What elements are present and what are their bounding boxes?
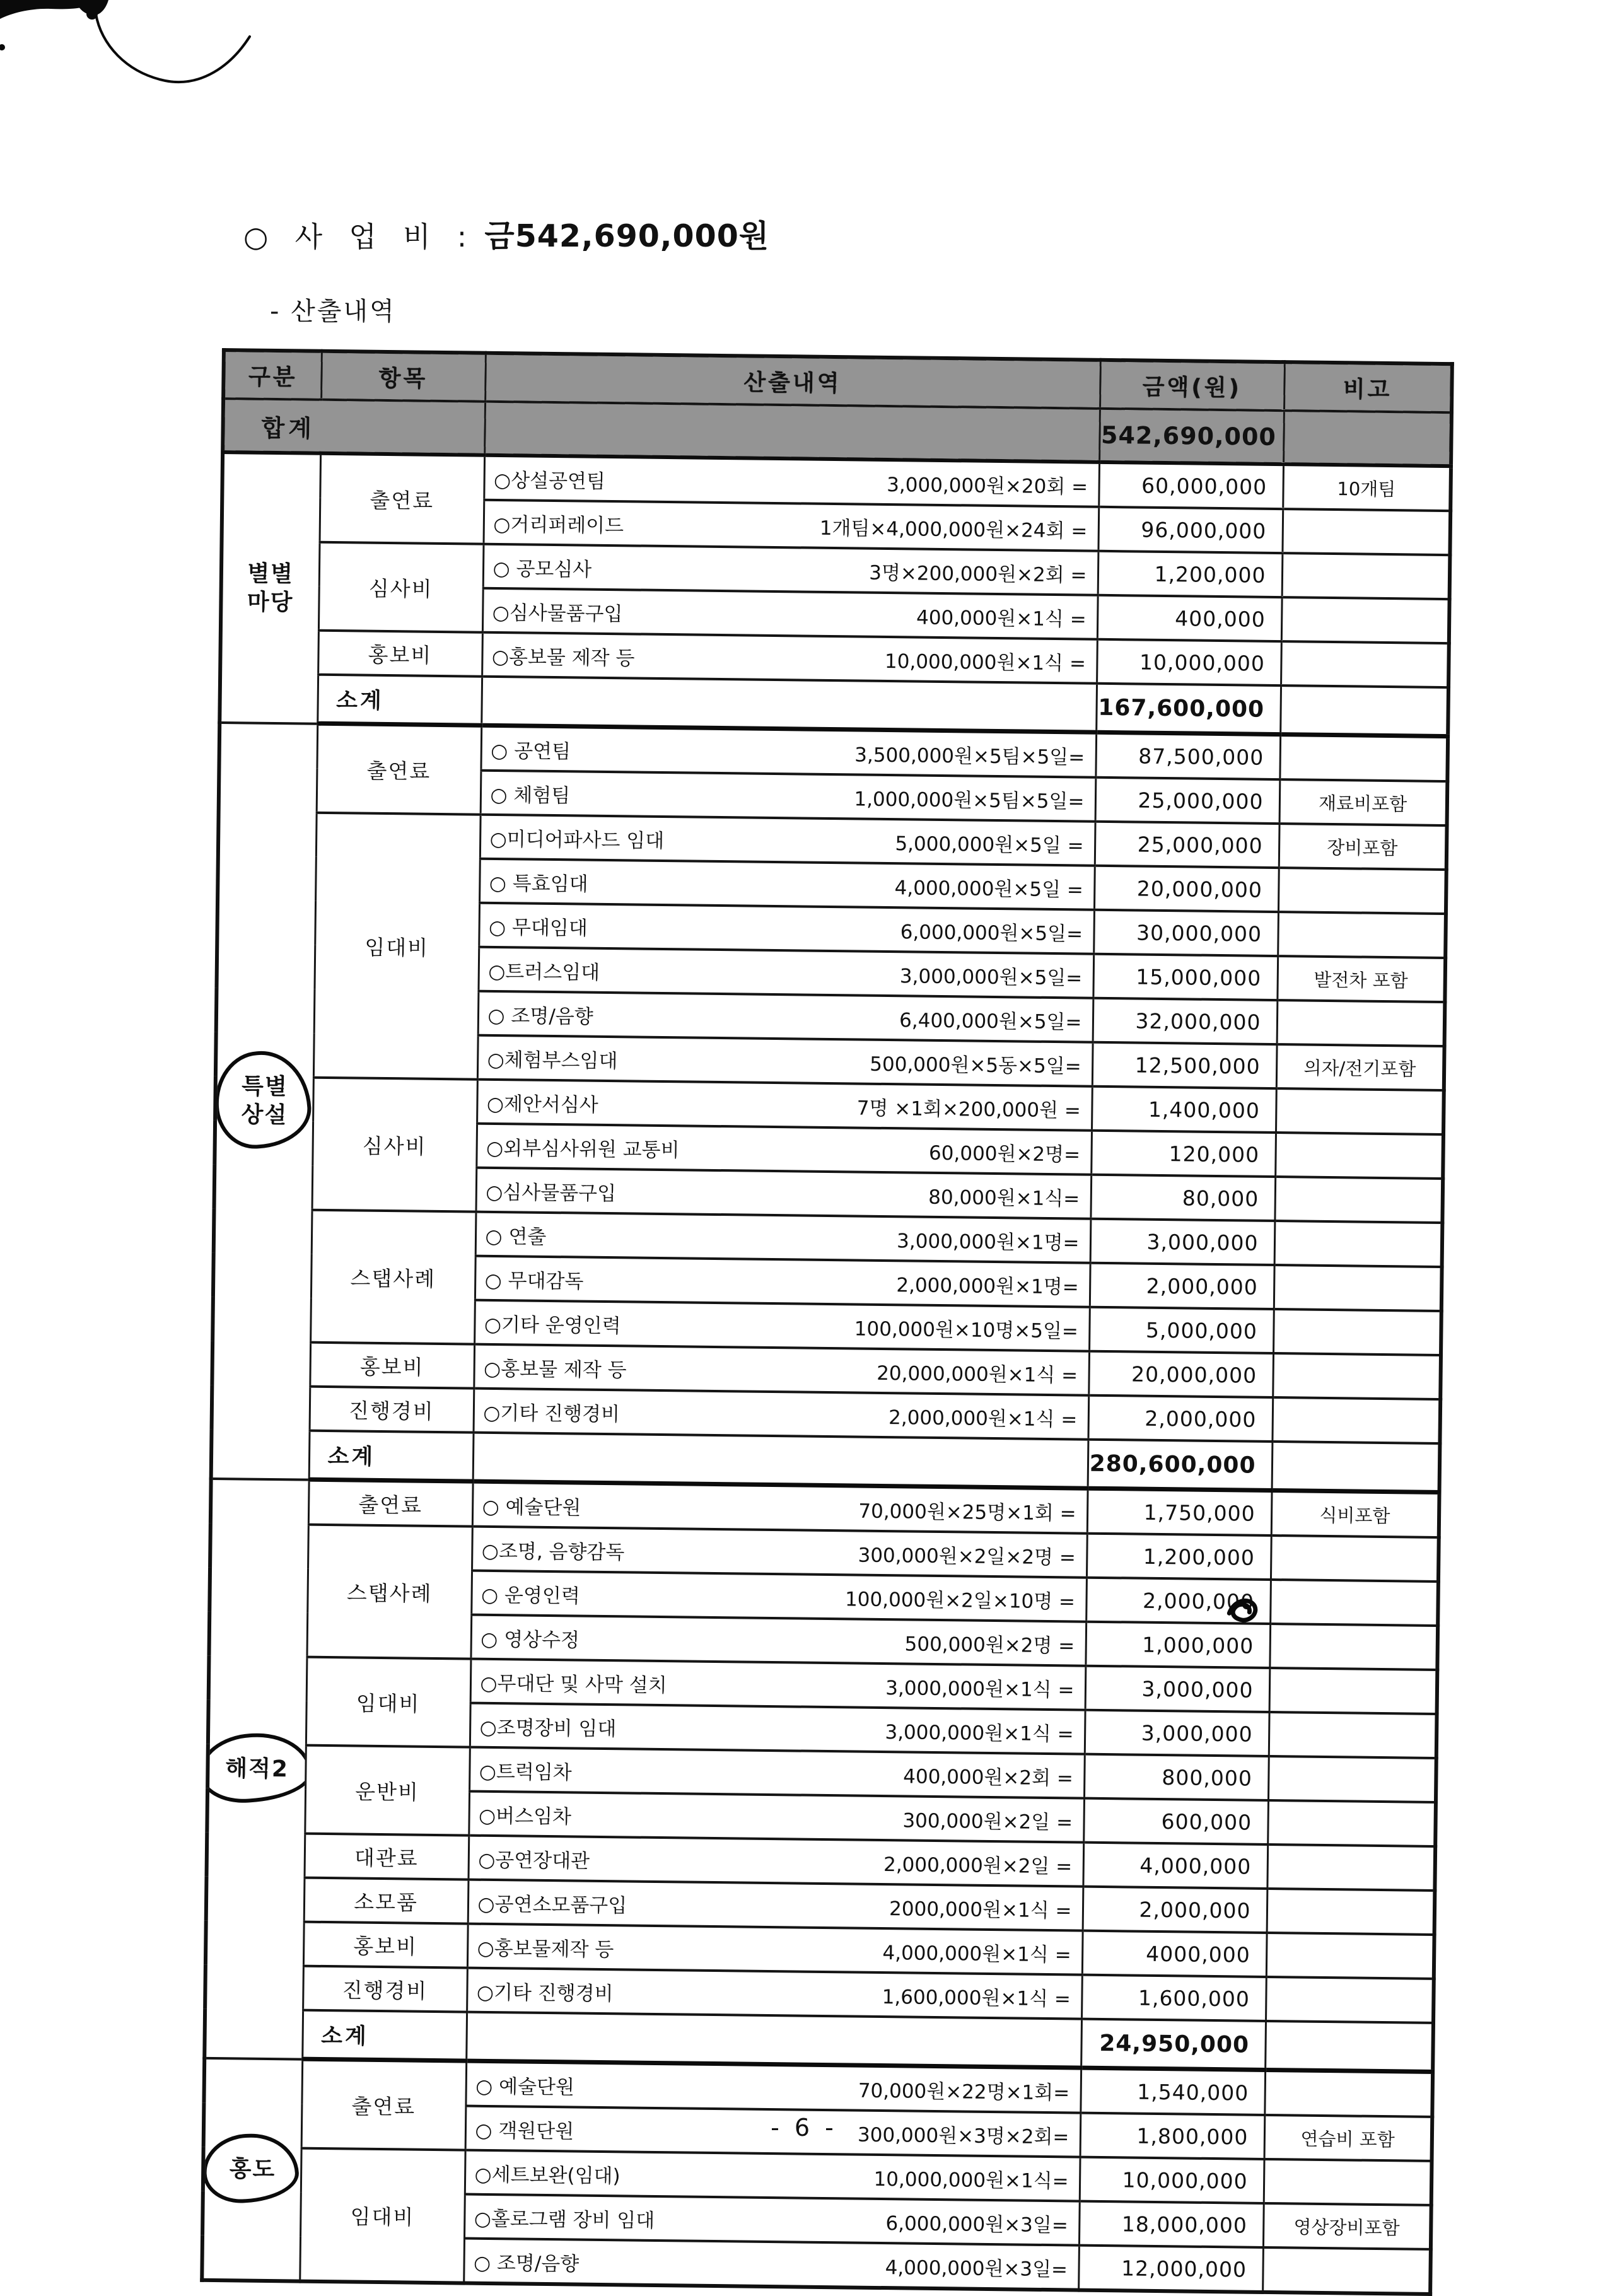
line-item-name: ○홍보물 제작 등 xyxy=(491,645,635,670)
amount-cell: 1,200,000 xyxy=(1098,551,1283,597)
amount-cell: 1,600,000 xyxy=(1081,1975,1266,2021)
document-subtitle: - 산출내역 xyxy=(270,297,396,326)
note-cell xyxy=(1269,1668,1438,1714)
calc-cell xyxy=(469,1792,1084,1843)
item-category-cell: 스탭사례 xyxy=(310,1210,475,1344)
note-cell xyxy=(1274,1221,1443,1267)
line-item-name: ○공연장대관 xyxy=(478,1848,590,1873)
line-item-formula: 100,000원×2일×10명 = xyxy=(844,1587,1076,1613)
amount-cell: 12,500,000 xyxy=(1092,1042,1277,1088)
note-cell xyxy=(1274,1177,1443,1223)
line-item-name: ○ 무대임대 xyxy=(488,916,588,940)
line-item-name: ○ 객원단원 xyxy=(475,2119,574,2143)
note-cell xyxy=(1267,1800,1436,1846)
amount-cell: 1,200,000 xyxy=(1087,1534,1271,1580)
calc-cell xyxy=(475,1168,1091,1219)
column-header-0: 구분 xyxy=(223,350,322,400)
calc-cell xyxy=(470,1615,1086,1666)
group-label-circled: 홍도 xyxy=(228,2152,277,2186)
line-item-formula: 500,000원×5동×5일= xyxy=(870,1052,1081,1078)
calc-cell xyxy=(482,588,1098,639)
subtotal-amount-cell: 280,600,000 xyxy=(1088,1440,1273,1491)
line-item-formula: 3,000,000원×1명= xyxy=(896,1229,1080,1255)
line-item-name: ○트러스임대 xyxy=(488,960,600,984)
table-header xyxy=(223,350,1452,466)
line-item-name: ○심사물품구입 xyxy=(486,1180,617,1205)
amount-cell: 4000,000 xyxy=(1082,1931,1267,1977)
note-cell xyxy=(1270,1580,1438,1626)
line-item-formula: 300,000원×2일 = xyxy=(902,1809,1073,1834)
note-cell xyxy=(1264,2159,1432,2205)
calc-cell xyxy=(477,1080,1092,1131)
subtotal-amount-cell: 167,600,000 xyxy=(1096,684,1281,735)
line-item-formula: 6,000,000원×5일= xyxy=(900,920,1083,946)
calc-cell xyxy=(475,1212,1091,1263)
note-cell xyxy=(1264,2070,1433,2117)
line-item-name: ○기타 진행경비 xyxy=(483,1401,620,1426)
amount-cell: 30,000,000 xyxy=(1093,910,1278,956)
line-item-formula: 100,000원×10명×5일= xyxy=(854,1317,1079,1343)
calc-cell xyxy=(474,1300,1090,1351)
line-item-formula: 2,000,000원×2일 = xyxy=(883,1853,1073,1878)
group-label-circled: 특별 상설 xyxy=(240,1069,289,1132)
amount-cell: 25,000,000 xyxy=(1095,822,1279,868)
line-item-formula: 3명×200,000원×2회 = xyxy=(869,561,1087,587)
calc-cell xyxy=(484,500,1099,551)
item-category-cell: 진행경비 xyxy=(310,1387,474,1433)
item-category-cell: 임대비 xyxy=(313,813,481,1080)
line-item-name: ○기타 운영인력 xyxy=(484,1313,621,1337)
calc-cell xyxy=(465,2061,1081,2113)
line-item-name: ○체험부스임대 xyxy=(487,1048,618,1073)
amount-cell: 10,000,000 xyxy=(1080,2157,1264,2203)
amount-cell: 800,000 xyxy=(1084,1754,1269,1800)
amount-cell: 87,500,000 xyxy=(1095,732,1280,779)
note-cell xyxy=(1269,1712,1437,1758)
calc-cell xyxy=(478,991,1093,1042)
note-cell xyxy=(1268,1756,1436,1802)
group-label-circled: 해적2 xyxy=(224,1752,290,1786)
note-cell xyxy=(1265,2021,1433,2072)
line-item-name: ○미디어파사드 임대 xyxy=(489,827,665,853)
item-category-cell: 심사비 xyxy=(318,542,484,632)
line-item-name: ○트럭임차 xyxy=(479,1760,572,1784)
calc-cell xyxy=(474,1389,1089,1440)
note-cell xyxy=(1272,1397,1440,1443)
line-item-name: ○무대단 및 사막 설치 xyxy=(480,1672,667,1697)
note-cell: 의자/전기포함 xyxy=(1276,1044,1445,1090)
note-cell: 영상장비포함 xyxy=(1263,2203,1431,2249)
line-item-formula: 400,000원×1식 = xyxy=(916,606,1087,631)
amount-cell: 60,000,000 xyxy=(1098,462,1283,509)
amount-cell: 3,000,000 xyxy=(1090,1219,1275,1265)
line-item-formula: 70,000원×25명×1회 = xyxy=(858,1500,1076,1525)
grand-total-calc-cell xyxy=(484,402,1100,462)
item-category-cell: 출연료 xyxy=(308,1479,473,1526)
item-category-cell: 출연료 xyxy=(301,2059,467,2150)
amount-cell: 80,000 xyxy=(1090,1175,1275,1221)
note-cell: 10개팀 xyxy=(1283,464,1451,511)
calc-cell xyxy=(473,1433,1088,1489)
note-cell xyxy=(1278,912,1446,958)
line-item-formula: 80,000원×1식= xyxy=(928,1186,1080,1211)
line-item-formula: 400,000원×2회 = xyxy=(903,1764,1074,1790)
calc-cell xyxy=(464,2194,1080,2246)
line-item-formula: 3,500,000원×5팀×5일= xyxy=(854,743,1085,769)
line-item-name: ○홍보물 제작 등 xyxy=(483,1357,627,1382)
line-item-name: ○ 예술단원 xyxy=(475,2075,575,2099)
calc-cell xyxy=(466,2012,1081,2068)
scan-smudge-artifact xyxy=(0,0,328,107)
line-item-name: ○심사물품구입 xyxy=(492,601,623,626)
line-item-formula: 3,000,000원×5일= xyxy=(899,964,1083,990)
calc-cell xyxy=(478,947,1093,998)
line-item-formula: 2,000,000원×1식 = xyxy=(888,1406,1078,1431)
calc-cell xyxy=(483,544,1098,595)
amount-cell: 600,000 xyxy=(1083,1798,1268,1844)
line-item-formula: 5,000,000원×5일 = xyxy=(895,832,1084,858)
group-label: 별별 마당 xyxy=(247,561,294,616)
table-body xyxy=(202,452,1451,2294)
calc-cell xyxy=(469,1747,1085,1798)
line-item-name: ○조명장비 임대 xyxy=(479,1716,617,1740)
line-item-name: ○홀로그램 장비 임대 xyxy=(474,2207,655,2232)
line-item-name: ○기타 진행경비 xyxy=(476,1981,614,2005)
subtotal-label-cell: 소계 xyxy=(302,2010,467,2061)
line-item-name: ○제안서심사 xyxy=(486,1092,598,1117)
line-item-name: ○ 특효임대 xyxy=(489,871,588,896)
line-item-formula: 10,000,000원×1식 = xyxy=(884,650,1087,675)
calc-cell xyxy=(481,771,1096,822)
subtotal-label-cell: 소계 xyxy=(309,1431,474,1481)
title-amount: 금542,690,000원 xyxy=(484,218,770,254)
amount-cell: 1,750,000 xyxy=(1087,1488,1272,1536)
subtotal-label-cell: 소계 xyxy=(317,675,482,725)
note-cell xyxy=(1276,1088,1444,1134)
line-item-formula: 2,000,000원×1명= xyxy=(896,1273,1079,1299)
line-item-formula: 1,600,000원×1식 = xyxy=(882,1985,1071,2010)
line-item-formula: 4,000,000원×1식 = xyxy=(882,1941,1071,1966)
item-category-cell: 심사비 xyxy=(312,1078,477,1212)
item-category-cell: 대관료 xyxy=(304,1834,469,1880)
note-cell xyxy=(1277,1000,1445,1046)
line-item-name: ○버스임차 xyxy=(478,1804,572,1828)
line-item-formula: 300,000원×3명×2회= xyxy=(857,2123,1069,2148)
calc-cell xyxy=(482,632,1097,684)
item-category-cell: 진행경비 xyxy=(303,1966,467,2012)
line-item-formula: 10,000,000원×1식= xyxy=(873,2167,1069,2193)
amount-cell: 1,540,000 xyxy=(1080,2068,1265,2115)
note-cell xyxy=(1269,1624,1438,1670)
note-cell xyxy=(1282,553,1450,599)
note-cell xyxy=(1272,1442,1440,1493)
calc-cell xyxy=(481,725,1096,778)
line-item-name: ○ 체험팀 xyxy=(490,783,571,807)
line-item-formula: 20,000,000원×1식 = xyxy=(877,1361,1078,1387)
line-item-name: ○ 운영인력 xyxy=(481,1583,580,1608)
note-cell xyxy=(1262,2247,1431,2294)
note-cell xyxy=(1275,1133,1443,1179)
item-category-cell: 임대비 xyxy=(300,2148,465,2283)
note-cell xyxy=(1267,1889,1435,1935)
amount-cell: 4,000,000 xyxy=(1083,1843,1267,1889)
grand-total-note-cell xyxy=(1283,411,1452,466)
amount-cell: 1,000,000 xyxy=(1085,1622,1270,1668)
line-item-name: ○조명, 음향감독 xyxy=(481,1539,625,1564)
amount-cell: 5,000,000 xyxy=(1089,1307,1274,1353)
amount-cell: 1,800,000 xyxy=(1080,2113,1265,2159)
line-item-name: ○ 예술단원 xyxy=(482,1495,581,1520)
line-item-name: ○세트보완(임대) xyxy=(474,2163,620,2188)
line-item-formula: 2000,000원×1식 = xyxy=(888,1897,1072,1922)
line-item-formula: 6,400,000원×5일= xyxy=(899,1008,1082,1034)
line-item-name: ○ 연출 xyxy=(485,1225,547,1249)
group-cell xyxy=(211,722,318,1479)
note-cell: 발전차 포함 xyxy=(1277,956,1445,1002)
note-cell xyxy=(1271,1536,1439,1582)
calc-cell xyxy=(480,815,1095,866)
note-cell: 재료비포함 xyxy=(1279,779,1448,825)
column-header-4: 비고 xyxy=(1284,362,1452,412)
line-item-name: ○상설공연팀 xyxy=(493,469,606,493)
amount-cell: 400,000 xyxy=(1097,595,1282,641)
note-cell xyxy=(1273,1309,1442,1355)
amount-cell: 2,000,000 xyxy=(1090,1263,1274,1309)
calc-cell xyxy=(463,2239,1079,2290)
note-cell xyxy=(1274,1265,1442,1311)
line-item-name: ○거리퍼레이드 xyxy=(493,513,624,537)
line-item-formula: 6,000,000원×3일= xyxy=(885,2212,1069,2237)
document-title xyxy=(243,212,769,256)
group-cell xyxy=(219,452,320,723)
line-item-formula: 300,000원×2일×2명 = xyxy=(858,1544,1076,1569)
line-item-name: ○ 조명/음향 xyxy=(487,1004,593,1029)
amount-cell: 2,000,000 xyxy=(1086,1578,1271,1624)
note-cell xyxy=(1281,597,1450,643)
amount-cell: 10,000,000 xyxy=(1097,639,1281,685)
calc-cell xyxy=(476,1124,1092,1175)
item-category-cell: 임대비 xyxy=(306,1657,471,1747)
amount-cell: 2,000,000 xyxy=(1088,1396,1273,1442)
line-item-formula: 1개팀×4,000,000원×24회 = xyxy=(819,516,1088,543)
note-cell xyxy=(1282,509,1450,555)
calc-cell xyxy=(468,1880,1083,1931)
amount-cell: 96,000,000 xyxy=(1098,507,1283,553)
line-item-formula: 3,000,000원×20회 = xyxy=(886,473,1088,499)
amount-cell: 2,000,000 xyxy=(1083,1887,1267,1933)
calc-cell xyxy=(477,1035,1093,1087)
line-item-name: ○ 조명/음향 xyxy=(473,2251,580,2276)
line-item-name: ○ 영상수정 xyxy=(481,1628,580,1652)
calc-cell xyxy=(484,455,1099,507)
amount-cell: 20,000,000 xyxy=(1088,1351,1273,1397)
line-item-formula: 3,000,000원×1식 = xyxy=(885,1676,1075,1701)
note-cell: 연습비 포함 xyxy=(1264,2115,1433,2161)
line-item-name: ○외부심사위원 교통비 xyxy=(486,1136,680,1162)
item-category-cell: 스탭사례 xyxy=(306,1525,472,1659)
amount-cell: 15,000,000 xyxy=(1093,954,1278,1000)
amount-cell: 25,000,000 xyxy=(1095,778,1280,824)
note-cell xyxy=(1266,1933,1435,1979)
note-cell: 장비포함 xyxy=(1279,824,1447,870)
page-number: - 6 - xyxy=(771,2114,837,2142)
calc-cell xyxy=(472,1481,1088,1534)
line-item-name: ○공연소모품구입 xyxy=(477,1892,627,1917)
title-prefix: ○ 사 업 비 : xyxy=(243,220,476,253)
item-category-cell: 출연료 xyxy=(320,453,485,544)
line-item-formula: 7명 ×1회×200,000원 = xyxy=(856,1097,1081,1122)
line-item-formula: 3,000,000원×1식 = xyxy=(885,1720,1074,1745)
grand-total-label: 합계 xyxy=(223,399,485,455)
line-item-formula: 60,000원×2명= xyxy=(928,1141,1081,1167)
group-cell xyxy=(204,1478,308,2059)
calc-cell xyxy=(471,1571,1087,1622)
calc-cell xyxy=(475,1256,1090,1307)
subtotal-amount-cell: 24,950,000 xyxy=(1081,2019,1266,2070)
note-cell xyxy=(1281,641,1449,687)
calc-cell xyxy=(467,1968,1082,2019)
amount-cell: 1,400,000 xyxy=(1092,1087,1276,1133)
line-item-formula: 4,000,000원×3일= xyxy=(885,2256,1068,2281)
calc-cell xyxy=(467,1924,1083,1975)
grand-total-amount: 542,690,000 xyxy=(1099,409,1284,464)
note-cell xyxy=(1279,735,1448,782)
group-cell xyxy=(202,2058,302,2281)
calc-cell xyxy=(472,1527,1087,1578)
calc-cell xyxy=(470,1703,1085,1754)
note-cell xyxy=(1273,1353,1441,1399)
item-category-cell: 소모품 xyxy=(304,1878,469,1924)
line-item-name: ○홍보물제작 등 xyxy=(477,1937,614,1961)
budget-table-wrapper xyxy=(200,348,1450,2296)
amount-cell: 12,000,000 xyxy=(1078,2246,1263,2292)
item-category-cell: 홍보비 xyxy=(318,631,482,677)
amount-cell: 18,000,000 xyxy=(1079,2201,1264,2247)
calc-cell xyxy=(481,677,1097,733)
calc-cell xyxy=(468,1836,1083,1887)
amount-cell: 120,000 xyxy=(1091,1131,1276,1177)
calc-cell xyxy=(479,903,1094,954)
amount-cell: 32,000,000 xyxy=(1093,998,1278,1044)
budget-table xyxy=(200,348,1454,2296)
amount-cell: 3,000,000 xyxy=(1085,1666,1270,1712)
item-category-cell: 운반비 xyxy=(305,1745,470,1836)
note-cell: 식비포함 xyxy=(1271,1491,1440,1538)
note-cell xyxy=(1280,685,1448,737)
line-item-formula: 70,000원×22명×1회= xyxy=(858,2079,1070,2104)
item-category-cell: 출연료 xyxy=(317,723,482,814)
note-cell xyxy=(1266,1977,1434,2023)
amount-cell: 3,000,000 xyxy=(1085,1710,1269,1756)
line-item-formula: 500,000원×2명 = xyxy=(904,1632,1075,1657)
item-category-cell: 홍보비 xyxy=(303,1922,468,1968)
amount-cell: 20,000,000 xyxy=(1094,866,1279,912)
calc-cell xyxy=(479,859,1095,910)
calc-cell xyxy=(470,1659,1086,1710)
note-cell xyxy=(1267,1844,1435,1891)
line-item-formula: 4,000,000원×5일 = xyxy=(894,876,1084,902)
item-category-cell: 홍보비 xyxy=(310,1343,474,1389)
column-header-3: 금액(원) xyxy=(1100,360,1285,411)
calc-cell xyxy=(474,1344,1089,1396)
column-header-2: 산출내역 xyxy=(485,353,1100,409)
line-item-name: ○ 공연팀 xyxy=(491,739,571,763)
line-item-name: ○ 무대감독 xyxy=(484,1269,584,1293)
note-cell xyxy=(1278,868,1447,914)
line-item-name: ○ 공모심사 xyxy=(492,557,592,581)
column-header-1: 항목 xyxy=(321,351,486,402)
line-item-formula: 1,000,000원×5팀×5일= xyxy=(854,787,1085,813)
calc-cell xyxy=(465,2150,1080,2201)
